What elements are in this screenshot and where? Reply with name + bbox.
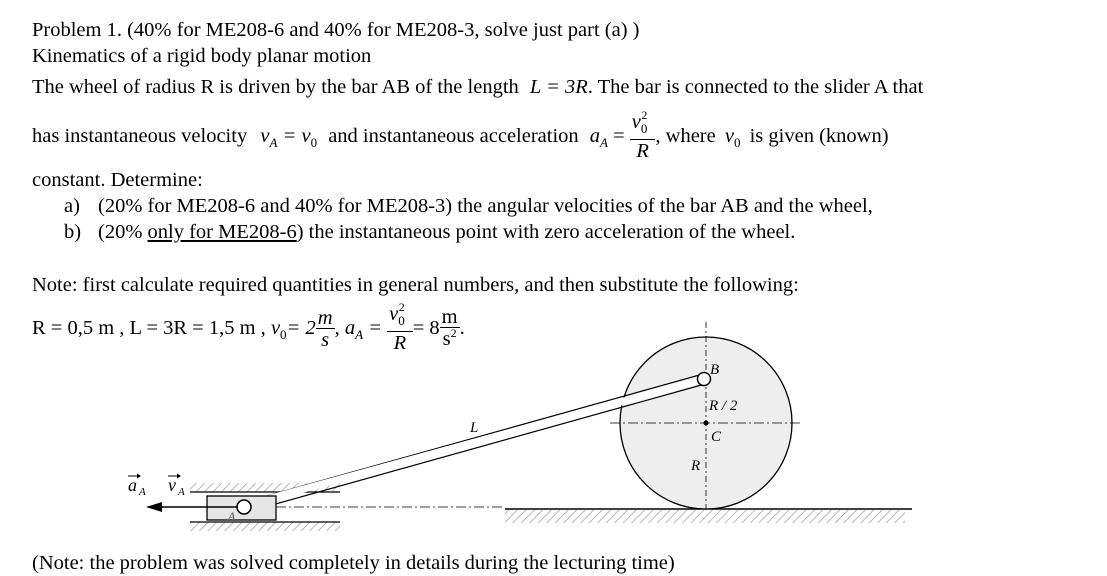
velocity-arrowhead bbox=[146, 502, 162, 512]
wheel-center-point bbox=[704, 421, 709, 426]
label-aA: a bbox=[128, 475, 137, 495]
v0-value: $v_0= 2$ bbox=[270, 317, 316, 342]
aA-vector-mark-head bbox=[137, 474, 141, 479]
pin-A bbox=[237, 500, 251, 514]
aA-fraction: $\frac{v_0^2}{R}$ bbox=[387, 304, 413, 354]
acceleration-symbol: $a_A$ bbox=[589, 125, 608, 150]
label-aA-sub: A bbox=[139, 486, 146, 498]
v0-symbol: $v_0$ bbox=[724, 125, 741, 150]
statement-text: and instantaneous acceleration bbox=[328, 125, 579, 147]
slider-guide-bottom-hatch bbox=[190, 522, 340, 531]
label-C: C bbox=[711, 429, 722, 445]
underlined-text: only for ME208-6 bbox=[147, 221, 297, 243]
pin-B bbox=[698, 373, 711, 386]
radius-length-values: R = 0,5 m , L = 3R = 1,5 m , bbox=[32, 317, 266, 339]
v0-unit-fraction: $\frac{m}{s}$ bbox=[317, 306, 333, 351]
acceleration-equals: = bbox=[613, 125, 625, 147]
footer-note: (Note: the problem was solved completely in details during the lecturing time) bbox=[32, 552, 675, 574]
statement-text: is given (known) bbox=[749, 125, 889, 147]
statement-text: The wheel of radius R is driven by the bar AB of the length bbox=[32, 76, 519, 98]
list-label-a: a) bbox=[64, 195, 80, 217]
aA-unit-fraction: $\frac{m}{s^2}$ bbox=[441, 305, 458, 350]
statement-text-cont: . The bar is connected to the slider A that bbox=[587, 76, 924, 98]
label-vA-sub: A bbox=[178, 486, 185, 498]
label-A: A bbox=[228, 509, 236, 523]
problem-title: Problem 1. (40% for ME208-6 and 40% for ME208-3, solve just part (a) ) bbox=[32, 19, 640, 41]
list-label-b: b) bbox=[64, 221, 82, 243]
velocity-equality: = $v_0$ bbox=[282, 125, 318, 150]
list-text-b: (20% bbox=[98, 221, 143, 243]
label-L: L bbox=[470, 420, 479, 436]
ground-hatch bbox=[505, 510, 905, 523]
note-text: Note: first calculate required quantities in general numbers, and then substitute the following: bbox=[32, 274, 799, 296]
statement-text: has instantaneous velocity bbox=[32, 125, 248, 147]
acceleration-fraction: $\frac{v_0^2}{R}$ bbox=[630, 112, 656, 162]
aA-value: , $a_A$ = bbox=[334, 317, 382, 342]
list-text-b-cont: ) the instantaneous point with zero acceleration of the wheel. bbox=[296, 221, 796, 243]
label-R2: R / 2 bbox=[709, 398, 738, 414]
determine-text: constant. Determine: bbox=[32, 169, 203, 191]
list-text-a: (20% for ME208-6 and 40% for ME208-3) the angular velocities of the bar AB and the wheel, bbox=[98, 195, 873, 217]
aA-numeric: = 8 bbox=[412, 317, 440, 339]
label-vA: v bbox=[168, 475, 176, 495]
problem-subtitle: Kinematics of a rigid body planar motion bbox=[32, 45, 372, 67]
length-equation: L = 3R bbox=[529, 76, 588, 98]
label-B: B bbox=[710, 362, 720, 378]
label-R: R bbox=[691, 458, 701, 474]
vA-vector-mark-head bbox=[177, 474, 181, 479]
end-period: . bbox=[459, 317, 465, 339]
velocity-symbol: $v_A$ bbox=[260, 125, 278, 150]
statement-text: , where bbox=[655, 125, 716, 147]
